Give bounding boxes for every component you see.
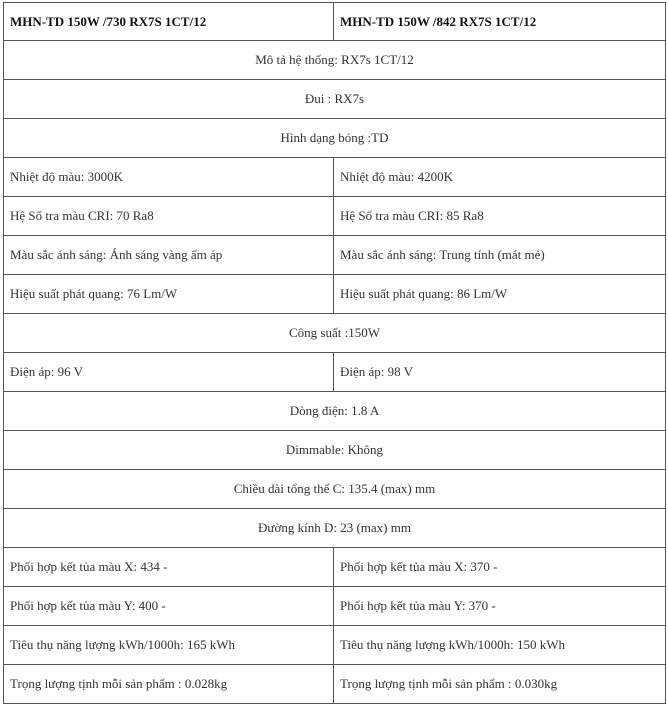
table-row <box>4 626 666 665</box>
table-row <box>4 158 666 197</box>
dimmable-cell: Dimmable: Không <box>4 431 666 470</box>
system-description-cell: Mô tả hệ thống: RX7s 1CT/12 <box>4 41 666 80</box>
net-weight-right-cell: Trọng lượng tịnh mỗi sản phẩm : 0.030kg <box>334 665 666 704</box>
diameter-cell: Đường kính D: 23 (max) mm <box>4 509 666 548</box>
bulb-shape-cell: Hình dạng bóng :TD <box>4 119 666 158</box>
color-temp-right-cell: Nhiệt độ màu: 4200K <box>334 158 666 197</box>
voltage-right-cell: Điện áp: 98 V <box>334 353 666 392</box>
base-cell: Đui : RX7s <box>4 80 666 119</box>
light-color-right-cell: Màu sắc ánh sáng: Trung tính (mát mẻ) <box>334 236 666 275</box>
power-cell: Công suất :150W <box>4 314 666 353</box>
cri-left-cell: Hệ Số tra màu CRI: 70 Ra8 <box>4 197 334 236</box>
table-row <box>4 509 666 548</box>
table-row <box>4 80 666 119</box>
table-row <box>4 353 666 392</box>
overall-length-cell: Chiều dài tổng thể C: 135.4 (max) mm <box>4 470 666 509</box>
spec-table <box>3 2 666 704</box>
table-row <box>4 548 666 587</box>
cri-right-cell: Hệ Số tra màu CRI: 85 Ra8 <box>334 197 666 236</box>
header-cell-730: MHN-TD 150W /730 RX7S 1CT/12 <box>4 3 334 41</box>
table-row <box>4 392 666 431</box>
table-row <box>4 41 666 80</box>
table-row <box>4 665 666 704</box>
chromaticity-y-right-cell: Phối hợp kết tủa màu Y: 370 - <box>334 587 666 626</box>
chromaticity-x-left-cell: Phối hợp kết tủa màu X: 434 - <box>4 548 334 587</box>
chromaticity-y-left-cell: Phối hợp kết tủa màu Y: 400 - <box>4 587 334 626</box>
energy-consumption-left-cell: Tiêu thụ năng lượng kWh/1000h: 165 kWh <box>4 626 334 665</box>
table-row <box>4 236 666 275</box>
current-cell: Dòng điện: 1.8 A <box>4 392 666 431</box>
table-row <box>4 431 666 470</box>
efficacy-right-cell: Hiệu suất phát quang: 86 Lm/W <box>334 275 666 314</box>
voltage-left-cell: Điện áp: 96 V <box>4 353 334 392</box>
table-row <box>4 314 666 353</box>
table-row <box>4 197 666 236</box>
table-row <box>4 587 666 626</box>
header-cell-842: MHN-TD 150W /842 RX7S 1CT/12 <box>334 3 666 41</box>
color-temp-left-cell: Nhiệt độ màu: 3000K <box>4 158 334 197</box>
table-row <box>4 119 666 158</box>
table-row <box>4 275 666 314</box>
table-row <box>4 470 666 509</box>
efficacy-left-cell: Hiệu suất phát quang: 76 Lm/W <box>4 275 334 314</box>
table-header-row <box>4 3 666 41</box>
energy-consumption-right-cell: Tiêu thụ năng lượng kWh/1000h: 150 kWh <box>334 626 666 665</box>
net-weight-left-cell: Trọng lượng tịnh mỗi sản phẩm : 0.028kg <box>4 665 334 704</box>
light-color-left-cell: Màu sắc ánh sáng: Ánh sáng vàng ấm áp <box>4 236 334 275</box>
chromaticity-x-right-cell: Phối hợp kết tủa màu X: 370 - <box>334 548 666 587</box>
